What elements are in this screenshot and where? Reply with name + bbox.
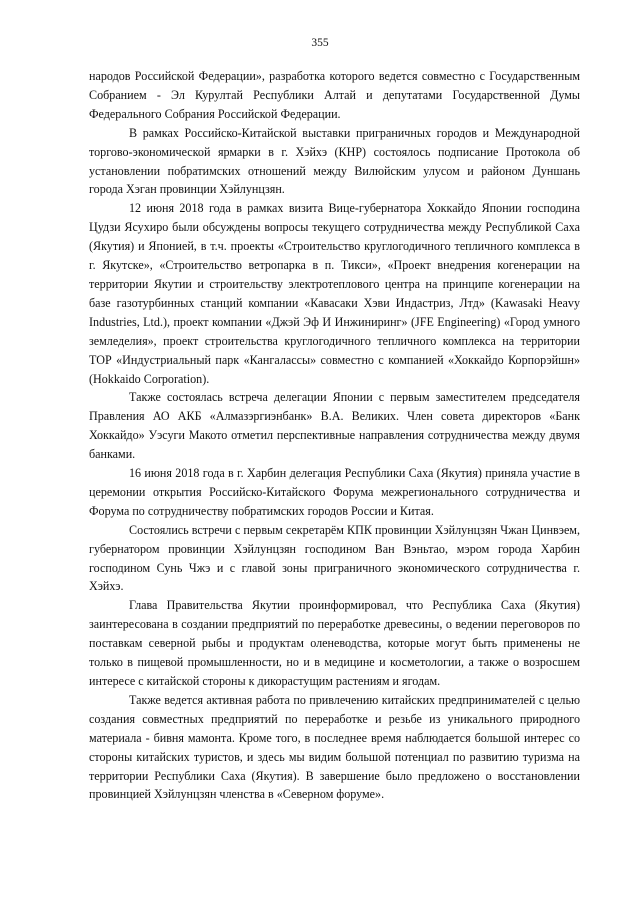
paragraph-2: В рамках Российско-Китайской выставки приграничных городов и Международной торгово-экономической ярмарки в г. Хэйхэ (КНР) состоялось подписание Протокола об установлении побратимских отношений между Вилюйским улусом и районом Дуншань города Хэган провинции Хэйлунцзян. xyxy=(89,125,580,197)
paragraph-6: Состоялись встречи с первым секретарём КПК провинции Хэйлунцзян Чжан Цинвэем, губернатором провинции Хэйлунцзян господином Ван Вэньтао, мэром города Харбин господином Сунь Чжэ и с главой зоны приграничного экономического сотрудничества г. Хэйхэ. xyxy=(89,522,580,594)
paragraph-4: Также состоялась встреча делегации Японии с первым заместителем председателя Правления АО АКБ «Алмазэргиэнбанк» В.А. Великих. Член совета директоров «Банк Хоккайдо» Уэсуги Макото отметил перспективные направления сотрудничества между двумя банками. xyxy=(89,390,580,462)
paragraph-7: Глава Правительства Якутии проинформировал, что Республика Саха (Якутия) заинтересована в создании предприятий по переработке древесины, о ведении переговоров по поставкам северной рыбы и продуктам оленеводства, которые могут быть применены не только в пищевой промышленности, но и в медицине и косметологии, а также о возросшем интересе с китайской стороны к дикорастущим растениям и ягодам. xyxy=(89,598,580,688)
paragraph-8: Также ведется активная работа по привлечению китайских предпринимателей с целью создания совместных предприятий по переработке и резьбе из уникального природного материала - бивня мамонта. Кроме того, в последнее время наблюдается большой интерес со стороны китайских туристов, и здесь мы видим большой потенциал по развитию туризма на территории Республики Саха (Якутия). В завершение было предложено о восстановлении провинцией Хэйлунцзян членства в «Северном форуме». xyxy=(89,692,580,802)
paragraph-3: 12 июня 2018 года в рамках визита Вице-губернатора Хоккайдо Японии господина Цудзи Ясухиро были обсуждены вопросы текущего сотрудничества между Республикой Саха (Якутия) и Японией, в т.ч. проекты «Строительство круглогодичного тепличного комплекса в г. Якутске», «Строительство ветропарка в п. Тикси», «Проект внедрения когенерации на территории Якутии и строительству электротеплового центра на принципе когенерации на базе газотурбинных станций компании «Кавасаки Хэви Индастриз, Лтд» (Kawasaki Heavy Industries, Ltd.), проект компании «Джэй Эф И Инжиниринг» (JFE Engineering) «Город умного земледелия», проект строительства круглогодичного тепличного комплекса на территории ТОР «Индустриальный парк «Кангалассы» совместно с компанией «Хоккайдо Корпорэйшн» (Hokkaido Corporation). xyxy=(89,201,580,386)
document-body xyxy=(89,67,580,804)
paragraph-1: народов Российской Федерации», разработка которого ведется совместно с Государственным Собранием - Эл Курултай Республики Алтай и депутатами Государственной Думы Федерального Собрания Российской Федерации. xyxy=(89,69,580,121)
page-number: 355 xyxy=(311,37,329,49)
paragraph-5: 16 июня 2018 года в г. Харбин делегация Республики Саха (Якутия) приняла участие в церемонии открытия Российско-Китайского Форума межрегионального сотрудничества и Форума по сотрудничеству побратимских городов России и Китая. xyxy=(89,466,580,518)
